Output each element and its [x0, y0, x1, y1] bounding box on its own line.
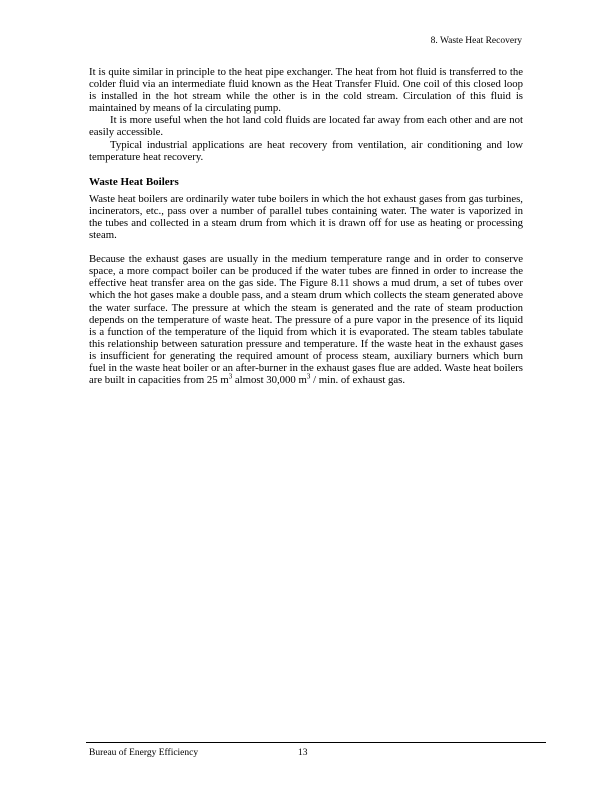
footer-divider [86, 742, 546, 743]
body-paragraph-5 [89, 253, 523, 386]
body-paragraph-4: Waste heat boilers are ordinarily water tube boilers in which the hot exhaust gases from gas turbines, incinerators, etc., pass over a number of parallel tubes containing water. The water is vaporized in the tubes and collected in a steam drum from which it is drawn off for use as heating or processing steam. [89, 192, 523, 242]
footer-organization: Bureau of Energy Efficiency [89, 748, 199, 758]
body-paragraph-3: Typical industrial applications are heat recovery from ventilation, air conditioning and low temperature heat recovery. [89, 138, 523, 163]
paragraph-5-text-c: / min. of exhaust gas. [310, 374, 406, 387]
body-paragraph-2: It is more useful when the hot land cold fluids are located far away from each other and are not easily accessible. [89, 114, 523, 139]
section-heading-waste-heat-boilers: Waste Heat Boilers [89, 175, 179, 188]
chapter-header: 8. Waste Heat Recovery [430, 36, 522, 46]
body-paragraph-1: It is quite similar in principle to the heat pipe exchanger. The heat from hot fluid is transferred to the colder fluid via an intermediate fluid known as the Heat Transfer Fluid. One coil of this closed loop is installed in the hot stream while the other is in the cold stream. Circulation of this fluid is maintained by means of la circulating pump. [89, 66, 523, 115]
paragraph-5-text-a: Because the exhaust gases are usually in the medium temperature range and in order to conserve space, a more compact boiler can be produced if the water tubes are finned in order to increase the effective heat transfer area on the gas side. The Figure 8.11 shows a mud drum, a set of tubes over which the hot gases make a double pass, and a steam drum which collects the steam generated above the water surface. The pressure at which the steam is generated and the rate of steam production depends on the temperature of waste heat. The pressure of a pure vapor in the presence of its liquid is a function of the temperature of the liquid from which it is evaporated. The steam tables tabulate this relationship between saturation pressure and temperature. If the waste heat in the exhaust gases is insufficient for generating the required amount of process steam, auxiliary burners which burn fuel in the waste heat boiler or an after-burner in the exhaust gases flue are added. Waste heat boilers are built in capacities from 25 m [89, 253, 523, 387]
page-number: 13 [298, 748, 308, 758]
superscript-cubed-1: 3 [228, 372, 233, 381]
paragraph-5-text-b: almost 30,000 m [232, 374, 307, 387]
superscript-cubed-2: 3 [306, 372, 311, 381]
main-content [89, 66, 523, 386]
